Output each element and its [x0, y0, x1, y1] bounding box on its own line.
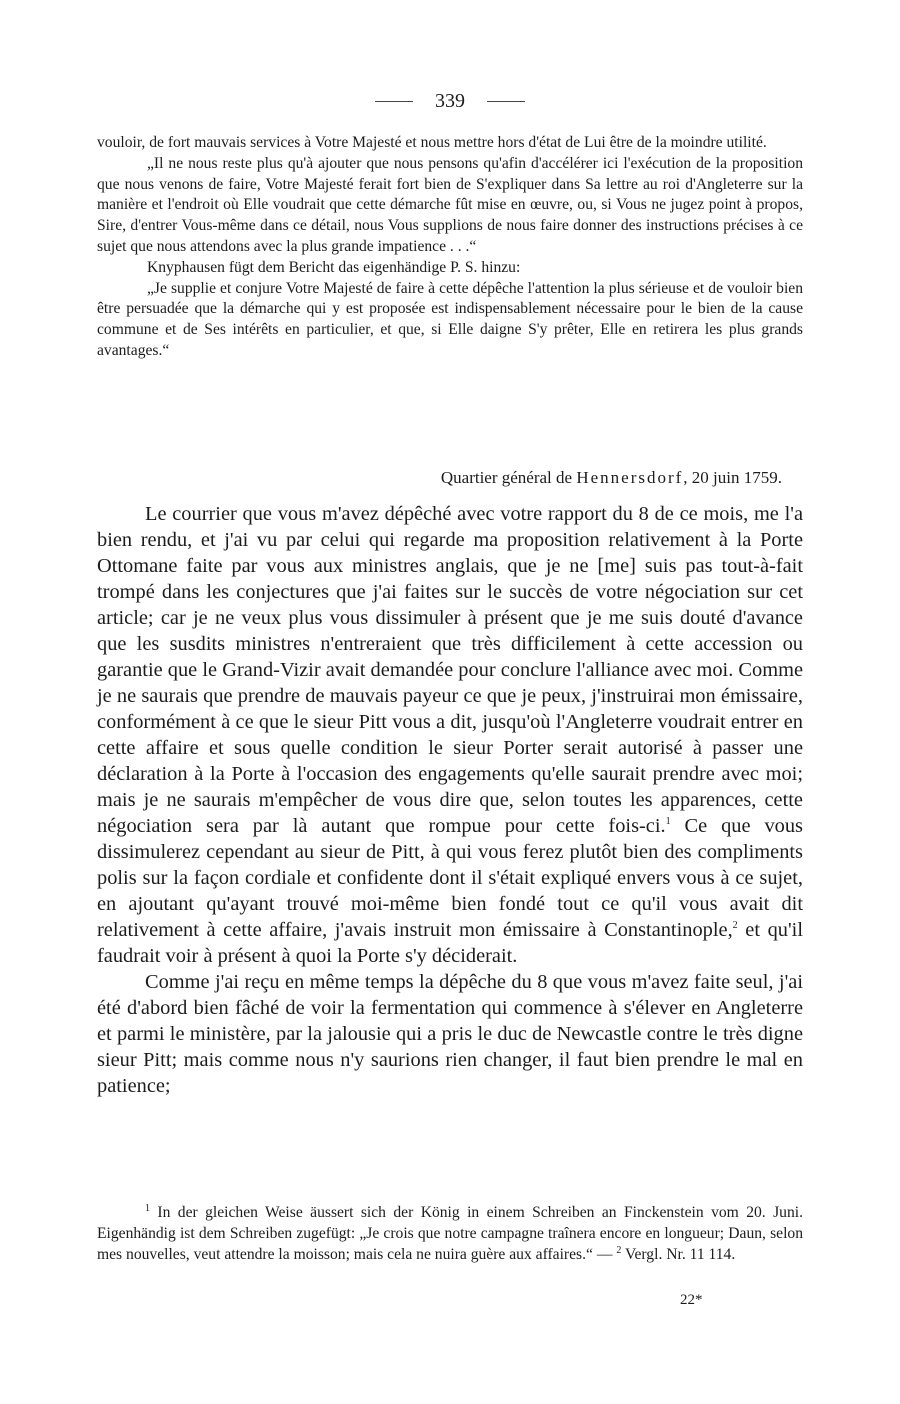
letter-tail — [97, 133, 803, 362]
dateline — [97, 466, 782, 490]
footnote-ref-2: 2 — [732, 920, 738, 932]
dateline-prefix: Quartier général de — [440, 468, 577, 487]
body-paragraph-1-part-c: et qu'il faudrait voir à présent à quoi la Porte s'y déciderait. — [97, 919, 803, 967]
header-rule-left — [375, 101, 413, 102]
postscript-intro: Knyphausen fügt dem Bericht das eigenhändige P. S. hinzu: — [147, 258, 521, 276]
letter-tail-paragraph-2: „Il ne nous reste plus qu'à ajouter que nous pensons qu'afin d'accélérer ici l'exécution de la proposition que nous venons de faire, Votre Majesté ferait fort bien de S'expliquer dans Sa lettre au roi d'Angleterre sur la manière et l'endroit où Elle voudrait que cette démarche fût mise en œuvre, ou, si Vous ne jugez point à propos, Sire, d'entrer Vous-même dans ce détail, nous Vous supplions de nous faire donner des instructions précises à ce sujet que nous attendons avec la plus grande impatience . . .“ — [97, 154, 803, 255]
printer-signature-mark: 22* — [680, 1292, 703, 1308]
dateline-date: , 20 juin 1759. — [683, 468, 782, 487]
footnote-2-mark: 2 — [616, 1244, 622, 1256]
footnote-2-text: Vergl. Nr. 11 114. — [621, 1246, 736, 1263]
body-paragraph-1-part-a: Le courrier que vous m'avez dépêché avec votre rapport du 8 de ce mois, me l'a bien rendu, et j'ai vu par celui qui regarde ma proposition relativement à la Porte Ottomane faite par vous aux ministres anglais, que je ne [me] suis pas tout-à-fait trompé dans les conjectures que j'ai faites sur le succès de votre négociation sur cet article; car je ne veux plus vous dissimuler à présent que je me suis douté d'avance que les susdits ministres n'entreraient que très difficilement à cette accession ou garantie que le Grand-Vizir avait demandée pour conclure l'alliance avec moi. Comme je ne saurais que prendre de mauvais payeur ce que je peux, j'instruirai mon émissaire, conformément à ce que le sieur Pitt vous a dit, jusqu'où l'Angleterre voudrait entrer en cette affaire et sous quelle condition le sieur Porter serait autorisé à passer une déclaration à la Porte à l'occasion des engagements qu'elle saurait prendre avec moi; mais je ne saurais m'empêcher de vous dire que, selon toutes les apparences, cette négociation sera par là autant que rompue pour cette fois-ci. — [97, 503, 803, 837]
footnotes — [97, 1202, 803, 1265]
header-rule-right — [487, 101, 525, 102]
footnote-1-mark: 1 — [145, 1202, 150, 1214]
postscript-text: „Je supplie et conjure Votre Majesté de faire à cette dépêche l'attention la plus sérieuse et de vouloir bien être persuadée que la démarche qui y est proposée est indispensablement nécessaire pour le bien de la cause commune et de Ses intérêts en particulier, et que, si Elle daigne S'y prêter, Elle en retirera les plus grands avantages.“ — [97, 279, 803, 359]
letter-body — [97, 501, 803, 1099]
body-paragraph-1 — [97, 501, 803, 969]
body-paragraph-1-part-b: Ce que vous dissimulerez cependant au sieur de Pitt, à qui vous ferez plutôt bien des compliments polis sur la façon cordiale et confidente dont il s'était expliqué envers vous à ce sujet, en ajoutant qu'ayant trouvé moi-même bien fondé tout ce qu'il vous avait dit relativement à cette affaire, j'avais instruit mon émissaire à Constantinople, — [97, 815, 803, 941]
page-number: 339 — [435, 89, 465, 112]
dateline-place: Hennersdorf — [576, 468, 684, 487]
footnote-1-text: In der gleichen Weise äussert sich der König in einem Schreiben an Finckenstein vom 20. Juni. Eigenhändig ist dem Schreiben zugefügt: „Je crois que notre campagne traînera encore en longueur; Daun, selon mes nouvelles, veut attendre la moisson; mais cela ne nuira guère aux affaires.“ — — [97, 1204, 803, 1263]
letter-tail-paragraph-1: vouloir, de fort mauvais services à Votre Majesté et nous mettre hors d'état de Lui être de la moindre utilité. — [97, 134, 767, 151]
body-paragraph-2: Comme j'ai reçu en même temps la dépêche du 8 que vous m'avez faite seul, j'ai été d'abord bien fâché de voir la fermentation qui commence à s'élever en Angleterre et parmi le ministère, par la jalousie qui a pris le duc de Newcastle contre le très digne sieur Pitt; mais comme nous n'y saurions rien changer, il faut bien prendre le mal en patience; — [97, 971, 803, 1097]
page-header — [0, 86, 900, 116]
footnote-block — [97, 1202, 803, 1265]
footnote-ref-1: 1 — [665, 816, 671, 828]
